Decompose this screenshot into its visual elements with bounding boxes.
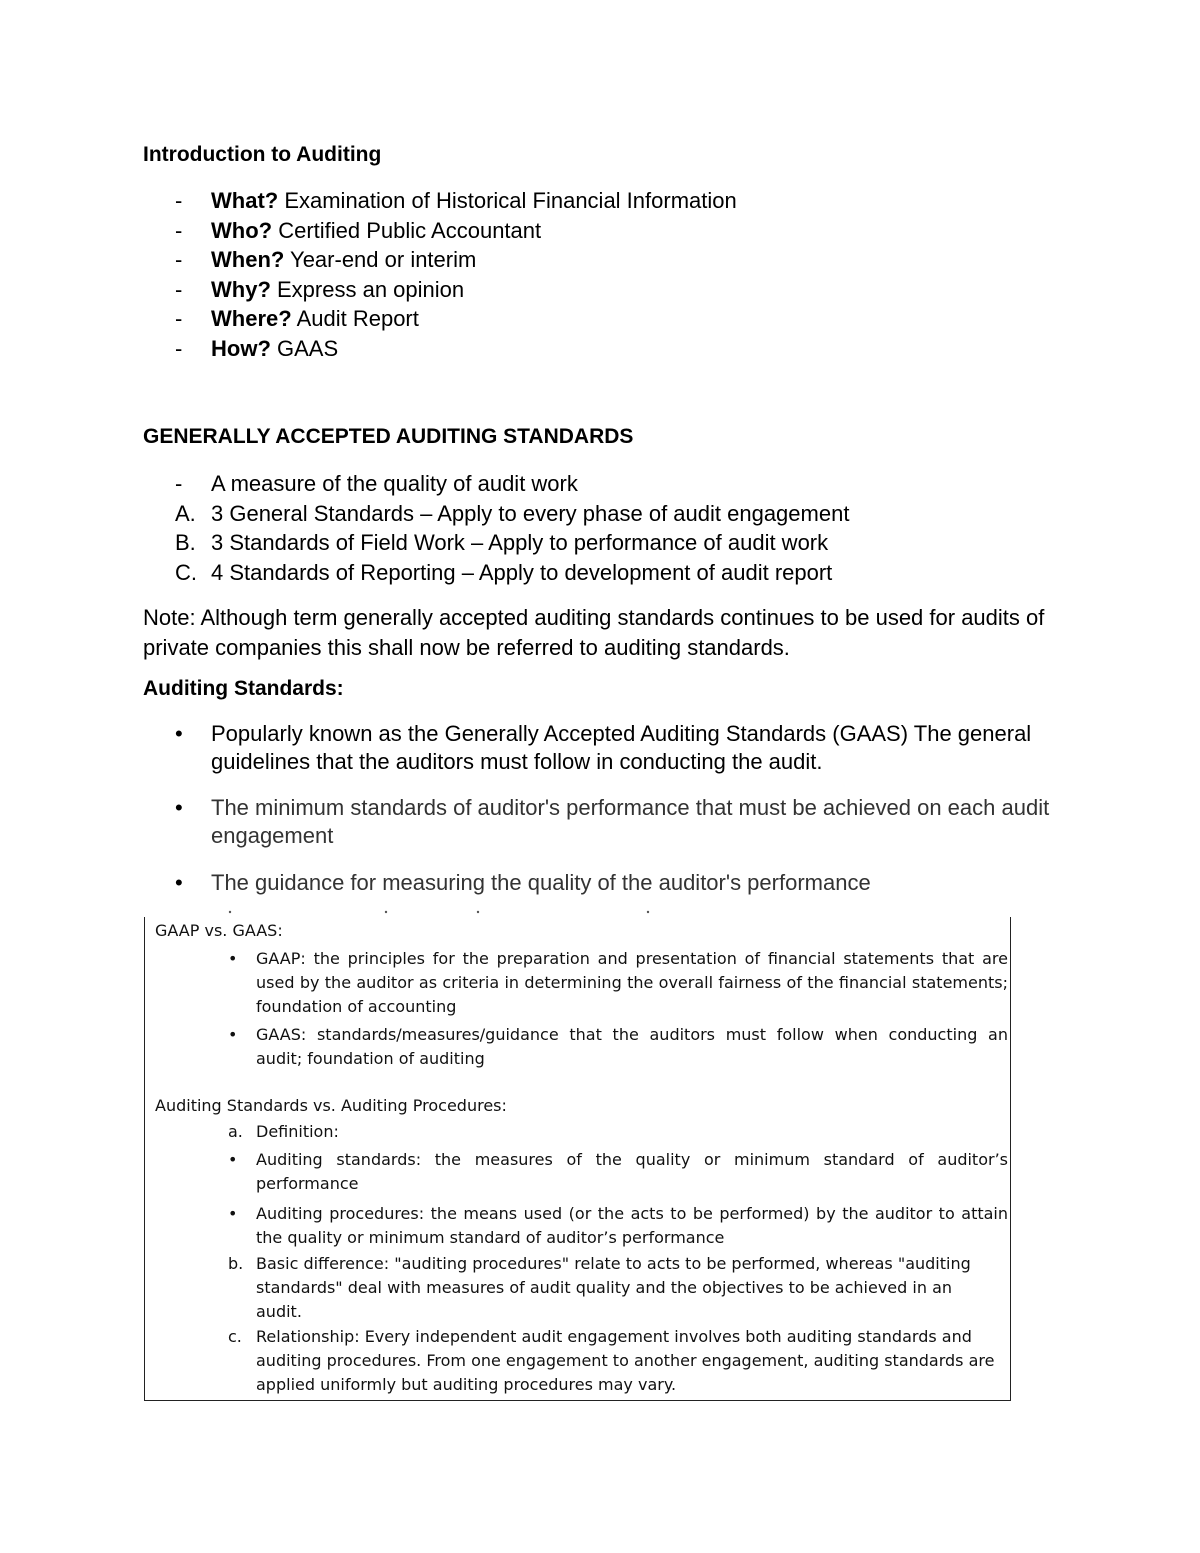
basic-difference-text: Basic difference: "auditing procedures" relate to acts to be performed, whereas "auditing standards" deal with measures of audit quality and the objectives to be achieved in an audit.: [256, 1254, 971, 1321]
bullet-text: Popularly known as the Generally Accepted Auditing Standards (GAAS) The general guidelines that the auditors must follow in conducting the audit.: [211, 721, 1032, 774]
list-marker: -: [175, 217, 183, 243]
intro-heading: Introduction to Auditing: [143, 143, 382, 166]
gaas-item-text: 4 Standards of Reporting – Apply to development of audit report: [211, 559, 833, 585]
list-marker: -: [175, 306, 183, 331]
gaap-vs-gaas-title: GAAP vs. GAAS:: [155, 921, 283, 940]
bullet-icon: •: [228, 1025, 238, 1044]
standards-vs-procedures-title: Auditing Standards vs. Auditing Procedures:: [155, 1096, 507, 1115]
gaas-item-text: 3 General Standards – Apply to every phase of audit engagement: [211, 500, 850, 526]
question-label: Where?: [211, 306, 292, 331]
list-marker: c.: [228, 1327, 242, 1346]
gaas-text: GAAS: standards/measures/guidance that the auditors must follow when conducting an audit; foundation of auditing: [256, 1025, 1008, 1068]
bullet-icon: •: [228, 1204, 238, 1223]
question-label: How?: [211, 335, 271, 361]
list-marker: B.: [175, 530, 196, 555]
bullet-icon: •: [228, 1150, 238, 1169]
bullet-icon: •: [175, 721, 183, 746]
gaas-definition: [228, 1023, 1008, 1071]
relationship-text: Relationship: Every independent audit engagement involves both auditing standards and auditing procedures. From one engagement to another engagement, auditing standards are applied uniformly but auditing procedures may vary.: [256, 1327, 995, 1394]
list-marker: -: [175, 276, 183, 302]
gaap-text: GAAP: the principles for the preparation and presentation of financial statements that are used by the auditor as criteria in determining the overall fairness of the financial statements; foundation of accounting: [256, 949, 1008, 1016]
list-marker: a.: [228, 1122, 243, 1141]
gaas-heading: GENERALLY ACCEPTED AUDITING STANDARDS: [143, 425, 634, 448]
answer-text: Certified Public Accountant: [272, 217, 542, 243]
list-marker: A.: [175, 500, 196, 526]
answer-text: GAAS: [270, 335, 339, 361]
question-label: Why?: [211, 276, 271, 302]
gaas-item-text: A measure of the quality of audit work: [211, 471, 578, 496]
relationship: [228, 1325, 996, 1397]
auditing-procedures-text: Auditing procedures: the means used (or the acts to be performed) by the auditor to attain the quality or minimum standard of auditor’s performance: [256, 1204, 1008, 1247]
gaap-definition: [228, 947, 1008, 1019]
list-marker: b.: [228, 1254, 244, 1273]
answer-text: Examination of Historical Financial Information: [278, 188, 737, 213]
crop-artifact-icon: [210, 907, 650, 917]
question-label: Who?: [211, 217, 273, 243]
list-item: [143, 794, 1063, 850]
list-item: [143, 869, 1063, 897]
definition-text: Definition:: [256, 1122, 339, 1141]
list-item: [143, 720, 1063, 776]
auditing-standards-text: Auditing standards: the measures of the quality or minimum standard of auditor’s performance: [256, 1150, 1008, 1193]
answer-text: Express an opinion: [270, 276, 465, 302]
answer-text: Audit Report: [291, 306, 419, 331]
bullet-icon: •: [175, 795, 183, 820]
list-marker: -: [175, 335, 183, 361]
answer-text: Year-end or interim: [284, 247, 477, 272]
question-label: When?: [211, 247, 285, 272]
auditing-standards-definition: [228, 1148, 1008, 1196]
gaap-gaas-box: [144, 917, 1011, 1401]
definition-label: [228, 1120, 1008, 1144]
list-marker: -: [175, 471, 183, 496]
basic-difference: [228, 1252, 996, 1324]
list-marker: -: [175, 188, 183, 213]
auditing-standards-heading: Auditing Standards:: [143, 677, 344, 700]
bullet-icon: •: [175, 870, 183, 895]
question-label: What?: [211, 188, 279, 213]
auditing-procedures-definition: [228, 1202, 1008, 1250]
bullet-icon: •: [228, 949, 238, 968]
bullet-text: The minimum standards of auditor's performance that must be achieved on each audit engagement: [211, 795, 1050, 848]
bullet-text: The guidance for measuring the quality of the auditor's performance: [211, 870, 871, 895]
gaas-item-text: 3 Standards of Field Work – Apply to performance of audit work: [211, 530, 829, 555]
list-marker: -: [175, 247, 183, 272]
gaas-note: Note: Although term generally accepted auditing standards continues to be used for audits of private companies this shall now be referred to auditing standards.: [143, 605, 1045, 660]
list-marker: C.: [175, 559, 197, 585]
